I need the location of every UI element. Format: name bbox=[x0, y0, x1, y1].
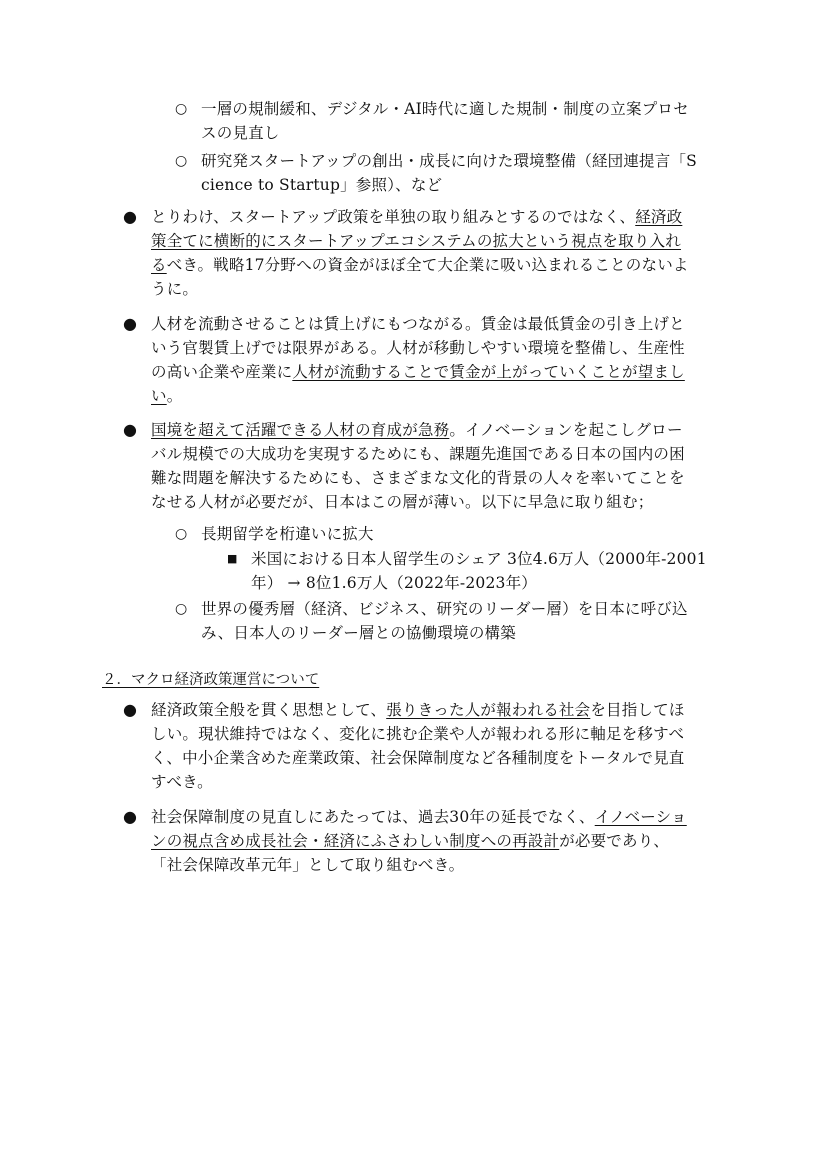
list-item-global-talent: 国境を超えて活躍できる人材の育成が急務。イノベーションを起こしグロー バル規模での大成功を実現するためにも、課題先進国である日本の国内の困 難な問題を解決するためにも、さまざまな文化的背景の人々を率いてことを なせる人材が必要だが、日本はこの層が薄い。以下に早急に取り組む； bbox=[151, 421, 685, 511]
disc-bullet-icon: ● bbox=[123, 807, 137, 826]
list-item-startup-environment: 研究発スタートアップの創出・成長に向けた環境整備（経団連提言「S cience to Startup」参照）、など bbox=[201, 152, 697, 194]
section-heading: ２．マクロ経済政策運営について bbox=[102, 672, 320, 688]
list-item-us-share: 米国における日本人留学生のシェア 3位4.6万人（2000年-2001 年） → 8位1.6万人（2022年-2023年） bbox=[251, 550, 707, 592]
disc-bullet-icon: ● bbox=[123, 700, 137, 719]
disc-bullet-icon: ● bbox=[123, 314, 137, 333]
list-item-study-abroad: 長期留学を桁違いに拡大 bbox=[201, 525, 374, 543]
disc-bullet-icon: ● bbox=[123, 420, 137, 439]
list-item-labor-mobility: 人材を流動させることは賃上げにもつながる。賃金は最低賃金の引き上げと いう官製賃上げでは限界がある。人材が移動しやすい環境を整備し、生産性 の高い企業や産業に人材が流動することで賃金が上がっていくことが望まし い。 bbox=[151, 315, 685, 405]
circle-bullet-icon: ○ bbox=[175, 101, 188, 117]
list-item-regulation: 一層の規制緩和、デジタル・AI時代に適した規制・制度の立案プロセ スの見直し bbox=[201, 100, 689, 142]
list-item-talent-attraction: 世界の優秀層（経済、ビジネス、研究のリーダー層）を日本に呼び込 み、日本人のリーダー層との協働環境の構築 bbox=[201, 600, 688, 642]
disc-bullet-icon: ● bbox=[123, 207, 137, 226]
list-item-social-security: 社会保障制度の見直しにあたっては、過去30年の延長でなく、イノベーショ ンの視点含め成長社会・経済にふさわしい制度への再設計が必要であり、 「社会保障改革元年」として取り組むべき。 bbox=[151, 808, 687, 874]
circle-bullet-icon: ○ bbox=[175, 526, 188, 542]
circle-bullet-icon: ○ bbox=[175, 153, 188, 169]
list-item-startup-policy: とりわけ、スタートアップ政策を単独の取り組みとするのではなく、経済政 策全てに横断的にスタートアップエコシステムの拡大という視点を取り入れ るべき。戦略17分野への資金がほぼ全て大企業に吸い込まれることのないよ うに。 bbox=[151, 208, 689, 298]
list-item-economic-thought: 経済政策全般を貫く思想として、張りきった人が報われる社会を目指してほ しい。現状維持ではなく、変化に挑む企業や人が報われる形に軸足を移すべ く、中小企業含めた産業政策、社会保障制度など各種制度をトータルで見直 すべき。 bbox=[151, 701, 685, 791]
square-bullet-icon: ■ bbox=[227, 552, 238, 565]
circle-bullet-icon: ○ bbox=[175, 601, 188, 617]
